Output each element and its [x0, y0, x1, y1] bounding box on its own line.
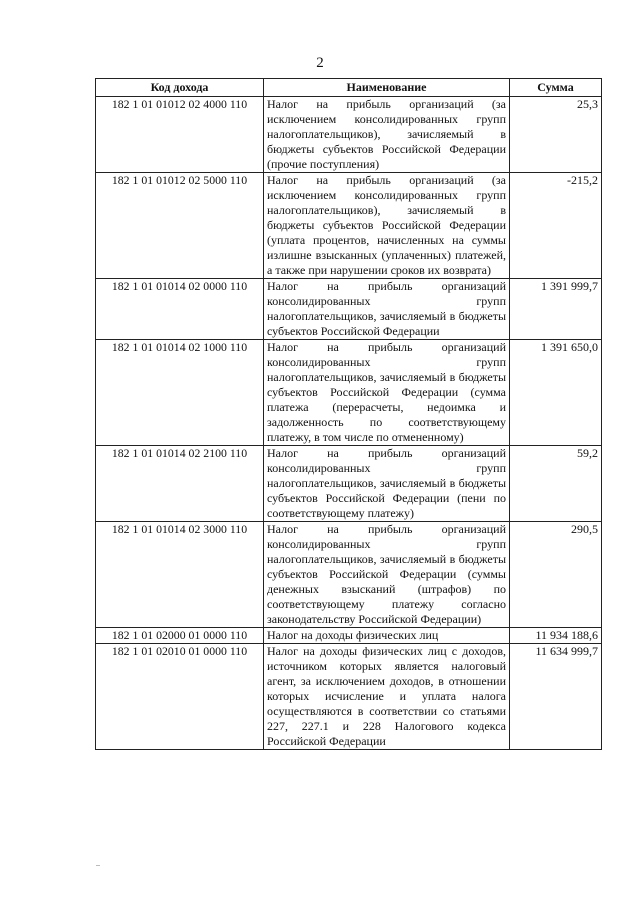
- row-name: Налог на прибыль организаций консолидированных групп налогоплательщиков, зачисляемый в бюджеты субъектов Российской Федерации (суммы денежных взысканий (штрафов) по соответствующему платежу согласно законодательству Российской Федерации): [264, 522, 510, 628]
- page-number: 2: [316, 55, 324, 71]
- header-sum: Сумма: [510, 79, 602, 97]
- revenue-table: [95, 78, 602, 750]
- row-sum: 1 391 650,0: [510, 340, 602, 446]
- row-code: 182 1 01 01012 02 4000 110: [96, 97, 264, 173]
- header-code: Код дохода: [96, 79, 264, 97]
- row-sum: 25,3: [510, 97, 602, 173]
- table-row: [96, 97, 602, 173]
- table-row: [96, 173, 602, 279]
- scan-mark: [96, 865, 100, 866]
- row-sum: -215,2: [510, 173, 602, 279]
- row-code: 182 1 01 02000 01 0000 110: [96, 628, 264, 644]
- row-code: 182 1 01 01014 02 0000 110: [96, 279, 264, 340]
- table-row: [96, 522, 602, 628]
- row-name: Налог на прибыль организаций (за исключением консолидированных групп налогоплательщиков), зачисляемый в бюджеты субъектов Российской Федерации (уплата процентов, начисленных на суммы излишне взысканных (уплаченных) платежей, а также при нарушении сроков их возврата): [264, 173, 510, 279]
- table-row: [96, 644, 602, 750]
- row-sum: 290,5: [510, 522, 602, 628]
- row-name: Налог на прибыль организаций консолидированных групп налогоплательщиков, зачисляемый в бюджеты субъектов Российской Федерации (сумма платежа (перерасчеты, недоимка и задолженность по соответствующему платежу, в том числе по отмененному): [264, 340, 510, 446]
- table-row: [96, 279, 602, 340]
- row-sum: 11 634 999,7: [510, 644, 602, 750]
- row-code: 182 1 01 01014 02 1000 110: [96, 340, 264, 446]
- row-name: Налог на доходы физических лиц с доходов, источником которых является налоговый агент, за исключением доходов, в отношении которых исчисление и уплата налога осуществляются в соответствии со статьями 227, 227.1 и 228 Налогового кодекса Российской Федерации: [264, 644, 510, 750]
- row-name: Налог на доходы физических лиц: [264, 628, 510, 644]
- table-row: [96, 628, 602, 644]
- row-name: Налог на прибыль организаций консолидированных групп налогоплательщиков, зачисляемый в бюджеты субъектов Российской Федерации (пени по соответствующему платежу): [264, 446, 510, 522]
- row-name: Налог на прибыль организаций (за исключением консолидированных групп налогоплательщиков), зачисляемый в бюджеты субъектов Российской Федерации (прочие поступления): [264, 97, 510, 173]
- row-code: 182 1 01 01014 02 2100 110: [96, 446, 264, 522]
- row-sum: 59,2: [510, 446, 602, 522]
- row-code: 182 1 01 01014 02 3000 110: [96, 522, 264, 628]
- table-header-row: [96, 79, 602, 97]
- row-sum: 1 391 999,7: [510, 279, 602, 340]
- row-name: Налог на прибыль организаций консолидированных групп налогоплательщиков, зачисляемый в бюджеты субъектов Российской Федерации: [264, 279, 510, 340]
- table-row: [96, 340, 602, 446]
- row-sum: 11 934 188,6: [510, 628, 602, 644]
- header-name: Наименование: [264, 79, 510, 97]
- row-code: 182 1 01 02010 01 0000 110: [96, 644, 264, 750]
- row-code: 182 1 01 01012 02 5000 110: [96, 173, 264, 279]
- table-row: [96, 446, 602, 522]
